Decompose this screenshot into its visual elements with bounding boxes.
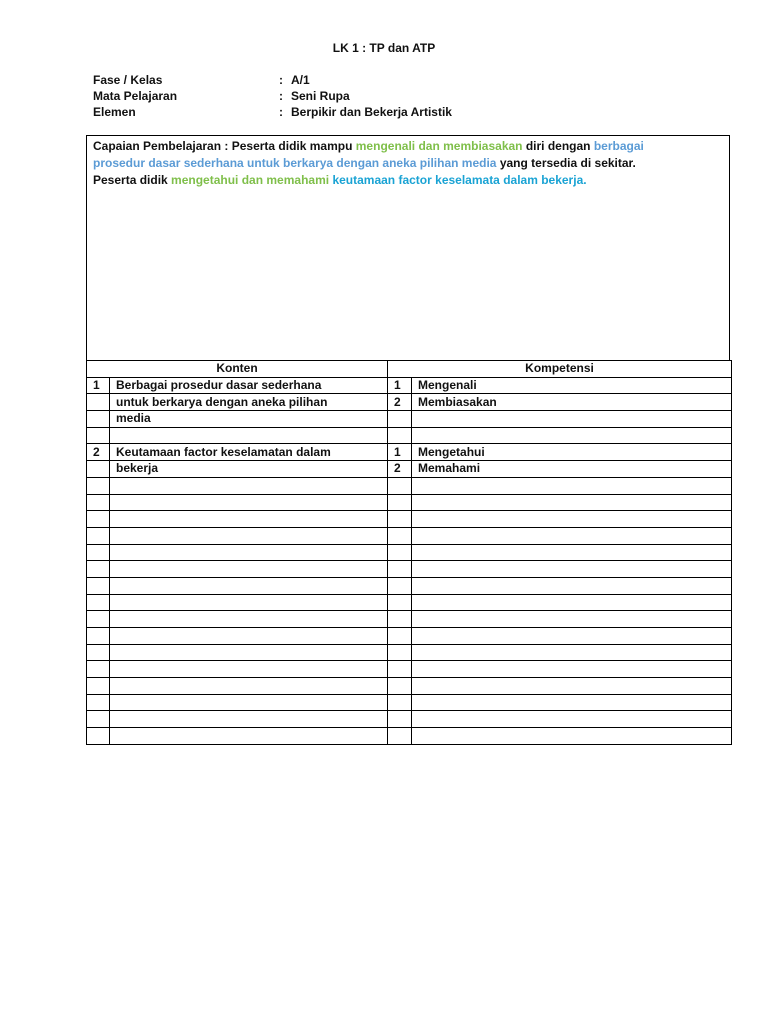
kompetensi-cell	[412, 711, 732, 728]
table-row	[87, 411, 732, 428]
meta-value: Berpikir dan Bekerja Artistik	[291, 105, 452, 119]
capaian-text-segment: keutamaan factor keselamata dalam bekerja.	[332, 173, 587, 187]
kompetensi-number-cell	[388, 678, 412, 695]
table-row	[87, 611, 732, 628]
kompetensi-number-cell	[388, 628, 412, 645]
kompetensi-cell	[412, 611, 732, 628]
konten-number-cell	[87, 678, 110, 695]
kompetensi-cell	[412, 628, 732, 645]
kompetensi-number-cell	[388, 644, 412, 661]
konten-number-cell	[87, 544, 110, 561]
capaian-pembelajaran-box	[86, 135, 730, 361]
konten-cell	[110, 678, 388, 695]
meta-label: Mata Pelajaran	[93, 89, 178, 103]
table-row	[87, 694, 732, 711]
konten-cell	[110, 511, 388, 528]
meta-colon: :	[279, 73, 283, 87]
table-row	[87, 461, 732, 478]
kompetensi-cell: Membiasakan	[412, 394, 732, 411]
kompetensi-number-cell	[388, 427, 412, 444]
konten-cell: Berbagai prosedur dasar sederhana	[110, 377, 388, 394]
kompetensi-number-cell	[388, 494, 412, 511]
kompetensi-cell	[412, 511, 732, 528]
konten-cell: bekerja	[110, 461, 388, 478]
capaian-text-segment: yang tersedia di sekitar.	[496, 156, 636, 170]
table-row	[87, 527, 732, 544]
konten-number-cell	[87, 661, 110, 678]
capaian-line-1	[93, 138, 723, 155]
capaian-text-segment: prosedur dasar sederhana untuk berkarya dengan aneka pilihan media	[93, 156, 497, 170]
table-row	[87, 444, 732, 461]
kompetensi-cell	[412, 544, 732, 561]
kompetensi-number-cell	[388, 694, 412, 711]
kompetensi-cell	[412, 561, 732, 578]
konten-number-cell	[87, 644, 110, 661]
konten-number-cell	[87, 561, 110, 578]
kompetensi-cell	[412, 694, 732, 711]
konten-number-cell	[87, 611, 110, 628]
konten-number-cell	[87, 461, 110, 478]
konten-cell	[110, 561, 388, 578]
konten-cell	[110, 694, 388, 711]
konten-cell: untuk berkarya dengan aneka pilihan	[110, 394, 388, 411]
capaian-text-segment: mengetahui dan memahami	[171, 173, 330, 187]
document-title: LK 1 : TP dan ATP	[332, 41, 436, 55]
konten-number-cell: 2	[87, 444, 110, 461]
table-row	[87, 427, 732, 444]
capaian-text-segment: Capaian Pembelajaran : Peserta didik mampu	[93, 139, 356, 153]
kompetensi-cell	[412, 594, 732, 611]
table-row	[87, 594, 732, 611]
kompetensi-number-cell: 1	[388, 444, 412, 461]
konten-cell	[110, 527, 388, 544]
kompetensi-number-cell	[388, 411, 412, 428]
meta-colon: :	[279, 89, 283, 103]
table-row	[87, 678, 732, 695]
kompetensi-number-cell: 2	[388, 394, 412, 411]
kompetensi-number-cell	[388, 477, 412, 494]
kompetensi-cell	[412, 678, 732, 695]
konten-number-cell	[87, 511, 110, 528]
meta-value: A/1	[291, 73, 310, 87]
konten-cell	[110, 594, 388, 611]
table-row	[87, 561, 732, 578]
table-row	[87, 377, 732, 394]
konten-cell	[110, 728, 388, 745]
kompetensi-number-cell	[388, 527, 412, 544]
konten-cell	[110, 611, 388, 628]
table-body	[87, 377, 732, 744]
header-kompetensi: Kompetensi	[388, 361, 732, 378]
konten-cell	[110, 628, 388, 645]
konten-number-cell	[87, 411, 110, 428]
kompetensi-number-cell	[388, 594, 412, 611]
table-row	[87, 494, 732, 511]
kompetensi-number-cell	[388, 711, 412, 728]
konten-cell	[110, 644, 388, 661]
konten-number-cell	[87, 394, 110, 411]
konten-number-cell: 1	[87, 377, 110, 394]
kompetensi-number-cell	[388, 511, 412, 528]
kompetensi-cell	[412, 427, 732, 444]
table-row	[87, 477, 732, 494]
konten-cell	[110, 577, 388, 594]
table-row	[87, 661, 732, 678]
kompetensi-cell	[412, 644, 732, 661]
konten-number-cell	[87, 477, 110, 494]
konten-number-cell	[87, 728, 110, 745]
meta-colon: :	[279, 105, 283, 119]
table-row	[87, 711, 732, 728]
kompetensi-number-cell	[388, 661, 412, 678]
header-konten: Konten	[87, 361, 388, 378]
kompetensi-cell	[412, 477, 732, 494]
capaian-line-2	[93, 155, 723, 172]
meta-label: Fase / Kelas	[93, 73, 163, 87]
meta-label: Elemen	[93, 105, 136, 119]
capaian-line-3	[93, 172, 723, 189]
kompetensi-cell	[412, 728, 732, 745]
kompetensi-cell: Memahami	[412, 461, 732, 478]
capaian-text-segment: berbagai	[593, 139, 644, 153]
kompetensi-cell	[412, 527, 732, 544]
kompetensi-cell	[412, 494, 732, 511]
kompetensi-cell: Mengenali	[412, 377, 732, 394]
capaian-text-segment: Peserta didik	[93, 173, 172, 187]
table-row	[87, 511, 732, 528]
konten-number-cell	[87, 711, 110, 728]
kompetensi-number-cell	[388, 544, 412, 561]
konten-kompetensi-table	[86, 360, 732, 745]
kompetensi-cell	[412, 661, 732, 678]
konten-cell: media	[110, 411, 388, 428]
kompetensi-cell	[412, 411, 732, 428]
konten-number-cell	[87, 577, 110, 594]
capaian-text-segment: diri dengan	[522, 139, 594, 153]
table-row	[87, 728, 732, 745]
meta-value: Seni Rupa	[291, 89, 350, 103]
konten-cell	[110, 544, 388, 561]
konten-cell	[110, 494, 388, 511]
table-header-row	[87, 361, 732, 378]
konten-number-cell	[87, 527, 110, 544]
konten-number-cell	[87, 427, 110, 444]
kompetensi-number-cell	[388, 728, 412, 745]
konten-cell	[110, 427, 388, 444]
konten-number-cell	[87, 694, 110, 711]
table-row	[87, 394, 732, 411]
table-row	[87, 544, 732, 561]
kompetensi-cell: Mengetahui	[412, 444, 732, 461]
konten-cell	[110, 711, 388, 728]
konten-cell	[110, 477, 388, 494]
kompetensi-cell	[412, 577, 732, 594]
konten-number-cell	[87, 594, 110, 611]
table-row	[87, 577, 732, 594]
kompetensi-number-cell	[388, 577, 412, 594]
konten-number-cell	[87, 628, 110, 645]
table-row	[87, 628, 732, 645]
kompetensi-number-cell	[388, 611, 412, 628]
kompetensi-number-cell: 2	[388, 461, 412, 478]
konten-cell	[110, 661, 388, 678]
kompetensi-number-cell	[388, 561, 412, 578]
kompetensi-number-cell: 1	[388, 377, 412, 394]
konten-number-cell	[87, 494, 110, 511]
konten-cell: Keutamaan factor keselamatan dalam	[110, 444, 388, 461]
table-row	[87, 644, 732, 661]
capaian-text-segment: mengenali dan membiasakan	[355, 139, 523, 153]
